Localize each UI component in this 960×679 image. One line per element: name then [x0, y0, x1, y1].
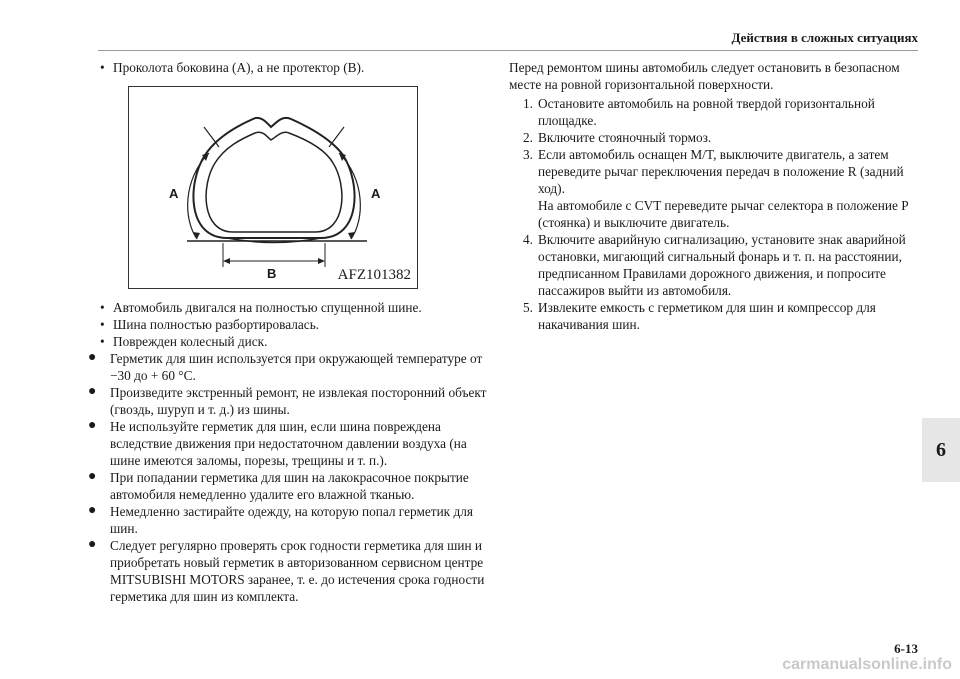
note-bullet: [88, 418, 493, 469]
bullet-icon: ●: [88, 503, 97, 518]
list-item-sidewall: • Проколота боковина (A), а не протектор (B).: [98, 59, 493, 76]
note-text: Немедленно застирайте одежду, на которую попал герметик для шин.: [110, 504, 473, 536]
note-bullet: [88, 384, 493, 418]
note-text: Следует регулярно проверять срок годности герметика для шин и приобретать новый герметик в авторизованном сервисном центре MITSUBISHI MOTORS заранее, т. е. до истечения срока годности герметика для шин из комплекта.: [110, 538, 485, 604]
step-text: Включите стояночный тормоз.: [538, 130, 712, 145]
note-bullet: [88, 350, 493, 384]
note-text: При попадании герметика для шин на лакокрасочное покрытие автомобиля немедленно удалите его влажной тканью.: [110, 470, 469, 502]
note-text: Не используйте герметик для шин, если шина повреждена вследствие движения при недостаточном давлении воздуха (на шине имеются заломы, порезы, трещины и т. п.).: [110, 419, 467, 468]
bullet-icon: ●: [88, 418, 97, 433]
tire-diagram: [128, 86, 418, 289]
running-header: Действия в сложных ситуациях: [731, 30, 918, 45]
procedure-step: [509, 146, 919, 231]
label-a-left: A: [169, 186, 179, 201]
chapter-tab: 6: [922, 418, 960, 482]
bullet-icon: ●: [88, 537, 97, 552]
note-text: Произведите экстренный ремонт, не извлекая посторонний объект (гвоздь, шуруп и т. д.) из шины.: [110, 385, 487, 417]
list-item: • Шина полностью разбортировалась.: [98, 316, 493, 333]
watermark: carmanualsonline.info: [782, 656, 952, 673]
step-number: 5.: [523, 300, 533, 315]
intro-paragraph: Перед ремонтом шины автомобиль следует остановить в безопасном месте на ровной горизонтальной поверхности.: [509, 60, 900, 92]
step-number: 3.: [523, 147, 533, 162]
bullet-icon: ●: [88, 384, 97, 399]
note-bullet: [88, 503, 493, 537]
bullet-icon: ●: [88, 350, 97, 365]
step-text: Остановите автомобиль на ровной твердой горизонтальной площадке.: [538, 96, 875, 128]
list-item: • Автомобиль двигался на полностью спущенной шине.: [98, 299, 493, 316]
procedure-step: [509, 95, 919, 129]
step-number: 4.: [523, 232, 533, 247]
procedure-step: [509, 231, 919, 299]
step-number: 2.: [523, 130, 533, 145]
step-text: Включите аварийную сигнализацию, установите знак аварийной остановки, мигающий сигнальный фонарь и т. п. на расстоянии, предписанном Правилами дорожного движения, и попросите пассажиров выйти из автомобиля.: [538, 232, 906, 298]
bullet-icon: ●: [88, 469, 97, 484]
procedure-step: [509, 299, 919, 333]
left-column: [88, 59, 493, 605]
step-number: 1.: [523, 96, 533, 111]
step-text: Если автомобиль оснащен M/T, выключите двигатель, а затем переведите рычаг переключения передач в положение R (задний ход).: [538, 147, 904, 196]
label-a-right: A: [371, 186, 381, 201]
note-bullet: [88, 469, 493, 503]
note-bullet: [88, 537, 493, 605]
header-rule: [98, 50, 918, 51]
label-b: B: [267, 266, 277, 281]
page-number: 6-13: [894, 641, 918, 656]
figure-code: AFZ101382: [337, 267, 411, 283]
note-text: Герметик для шин используется при окружающей температуре от −30 до + 60 °C.: [110, 351, 483, 383]
procedure-step: [509, 129, 919, 146]
step-subtext: На автомобиле с CVT переведите рычаг селектора в положение P (стоянка) и выключите двигатель.: [538, 198, 909, 230]
list-item: • Поврежден колесный диск.: [98, 333, 493, 350]
right-column: [509, 59, 919, 333]
step-text: Извлеките емкость с герметиком для шин и компрессор для накачивания шин.: [538, 300, 876, 332]
